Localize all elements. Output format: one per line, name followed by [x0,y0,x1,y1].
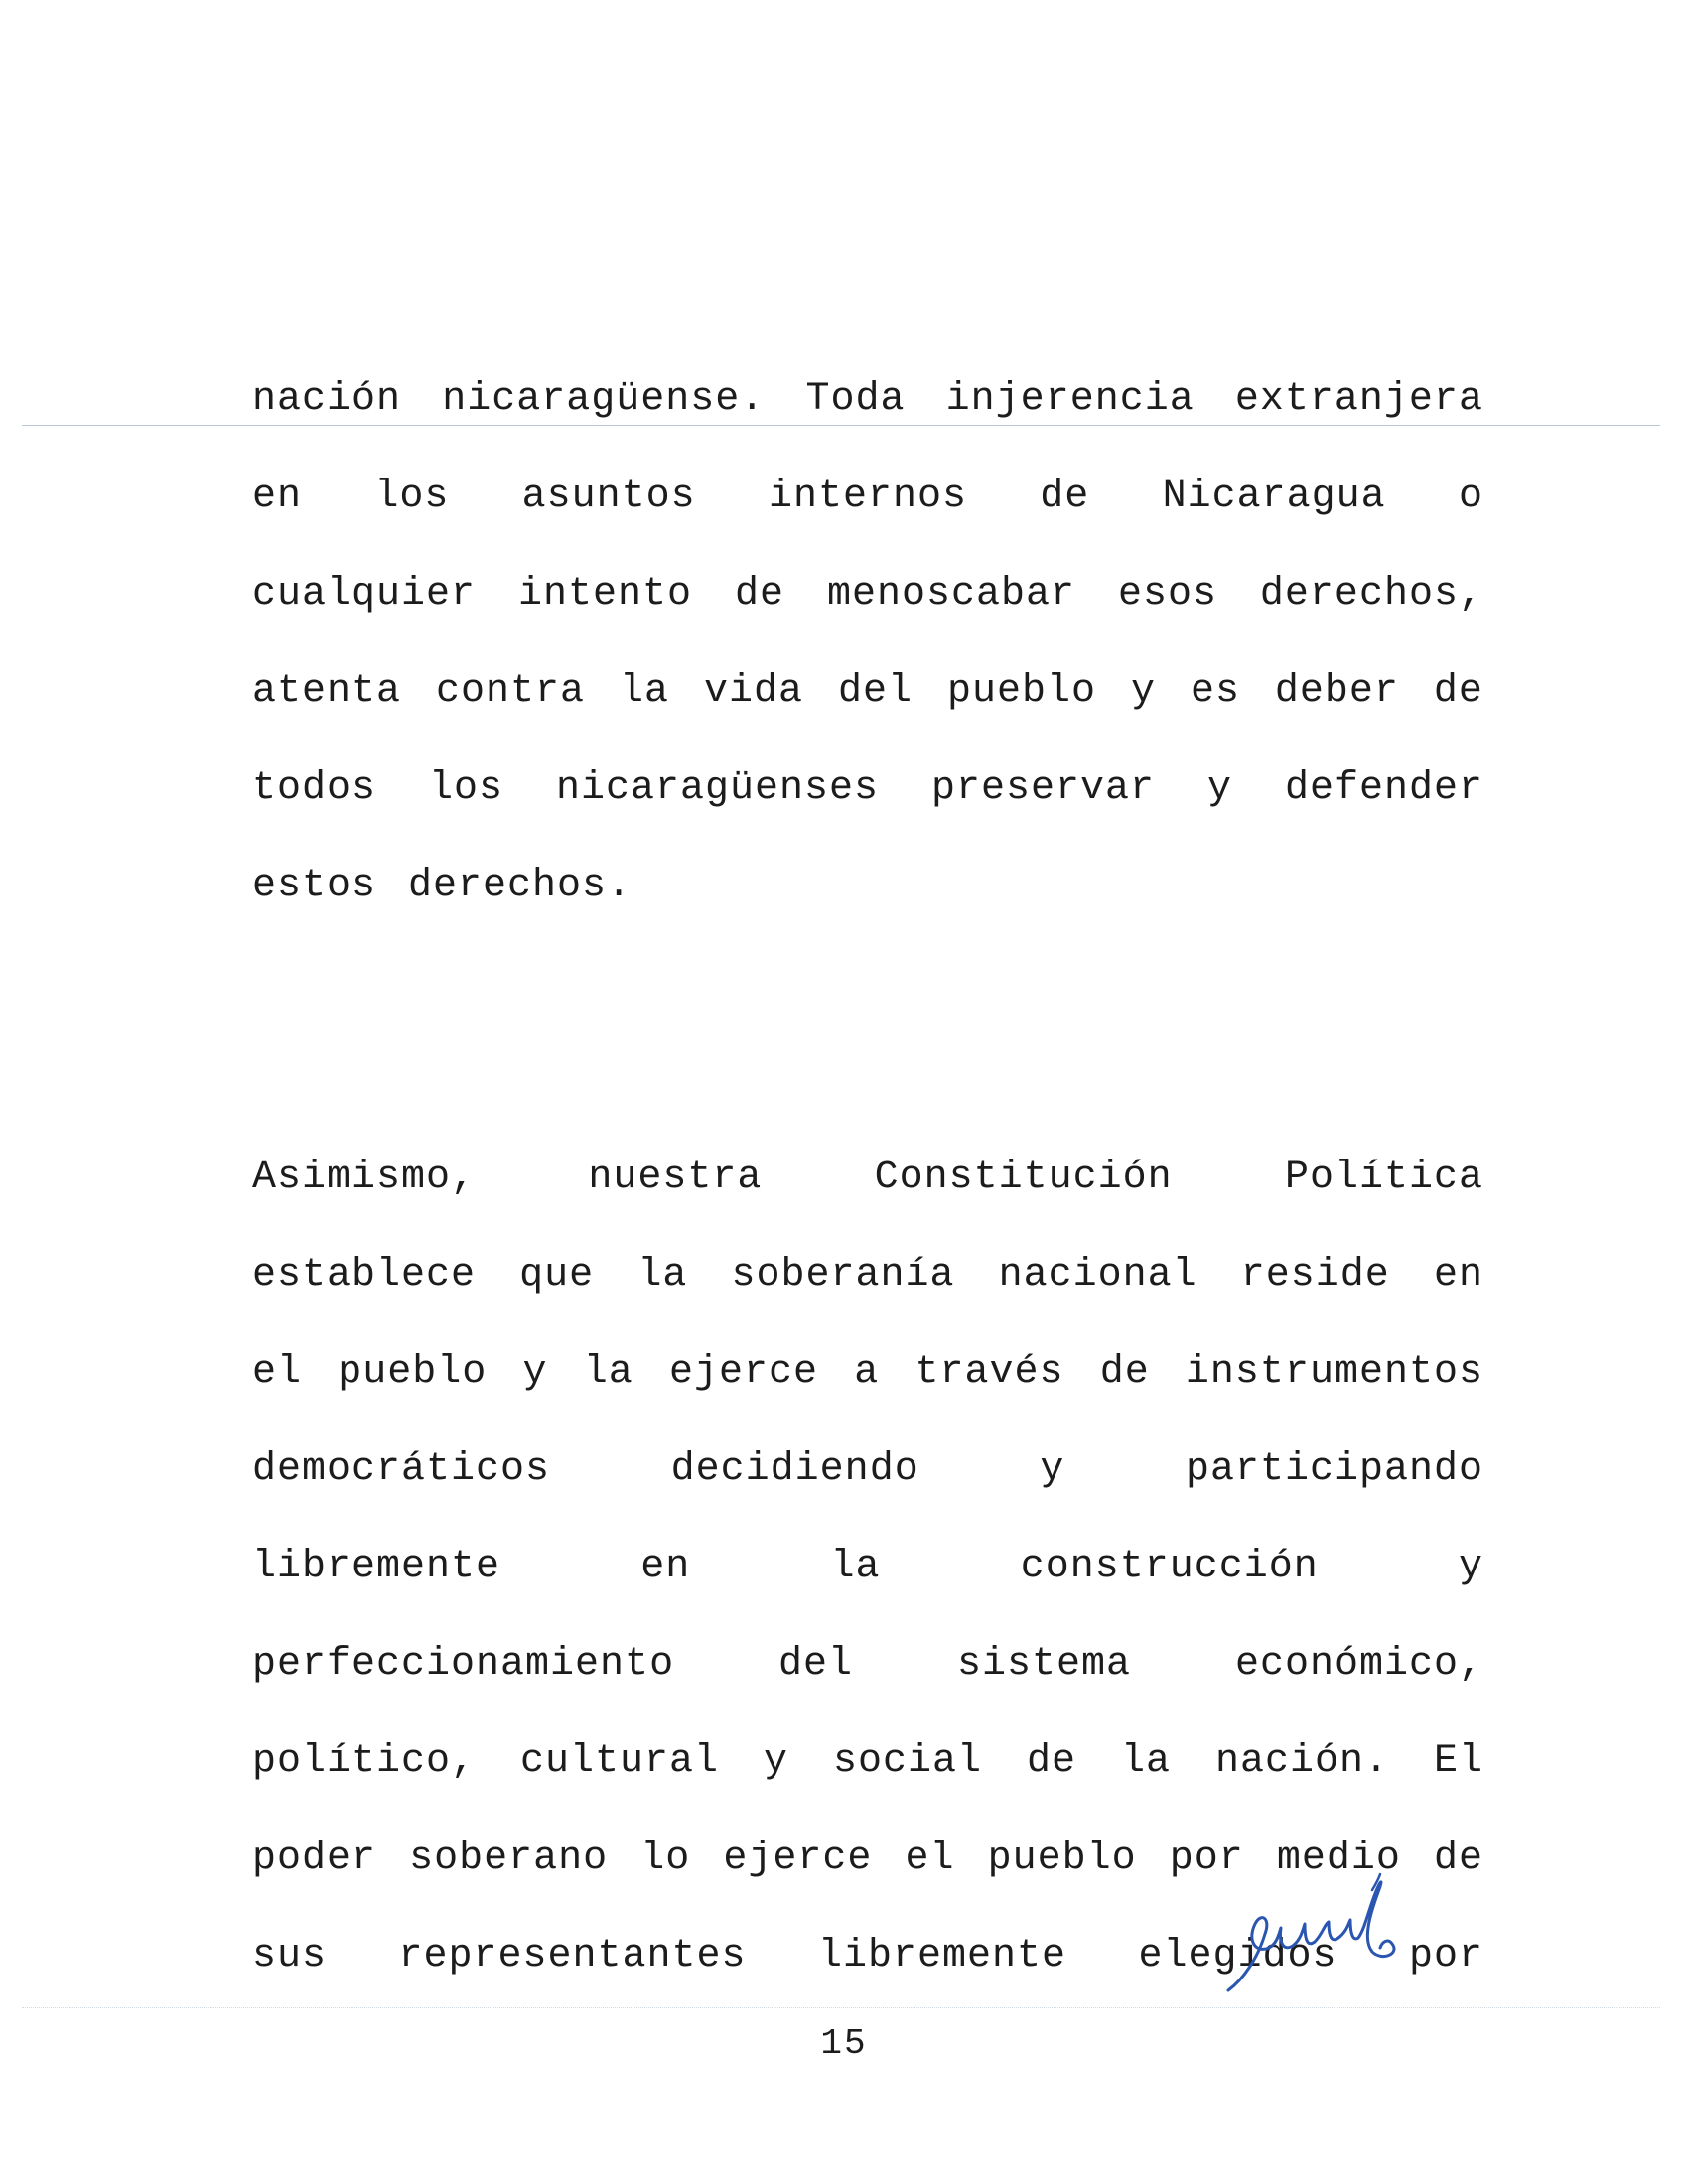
paragraph-gap [252,961,1483,1156]
text-line: cualquier intento de menoscabar esos derechos, [252,572,1483,616]
bottom-rule-line [22,2007,1660,2008]
text-line: el pueblo y la ejerce a través de instrumentos [252,1350,1483,1395]
text-line: democráticos decidiendo y participando [252,1447,1483,1492]
text-line: político, cultural y social de la nación. El [252,1739,1483,1784]
document-body [252,377,1483,2031]
page-number: 15 [820,2023,868,2064]
text-line: poder soberano lo ejerce el pueblo por medio de [252,1837,1483,1881]
text-line: establece que la soberanía nacional reside en [252,1253,1483,1297]
handwritten-signature-icon [1213,1868,1417,2007]
text-line: todos los nicaragüenses preservar y defender [252,766,1483,811]
paragraph [252,377,1483,961]
text-line: nación nicaragüense. Toda injerencia extranjera [252,377,1483,422]
text-line: Asimismo, nuestra Constitución Política [252,1156,1483,1200]
text-line: en los asuntos internos de Nicaragua o [252,475,1483,519]
text-line: libremente en la construcción y [252,1545,1483,1589]
text-line: perfeccionamiento del sistema económico, [252,1642,1483,1687]
text-line: estos derechos. [252,864,633,908]
text-line: atenta contra la vida del pueblo y es deber de [252,669,1483,714]
text-line: sus representantes libremente elegidos por [252,1934,1483,1979]
